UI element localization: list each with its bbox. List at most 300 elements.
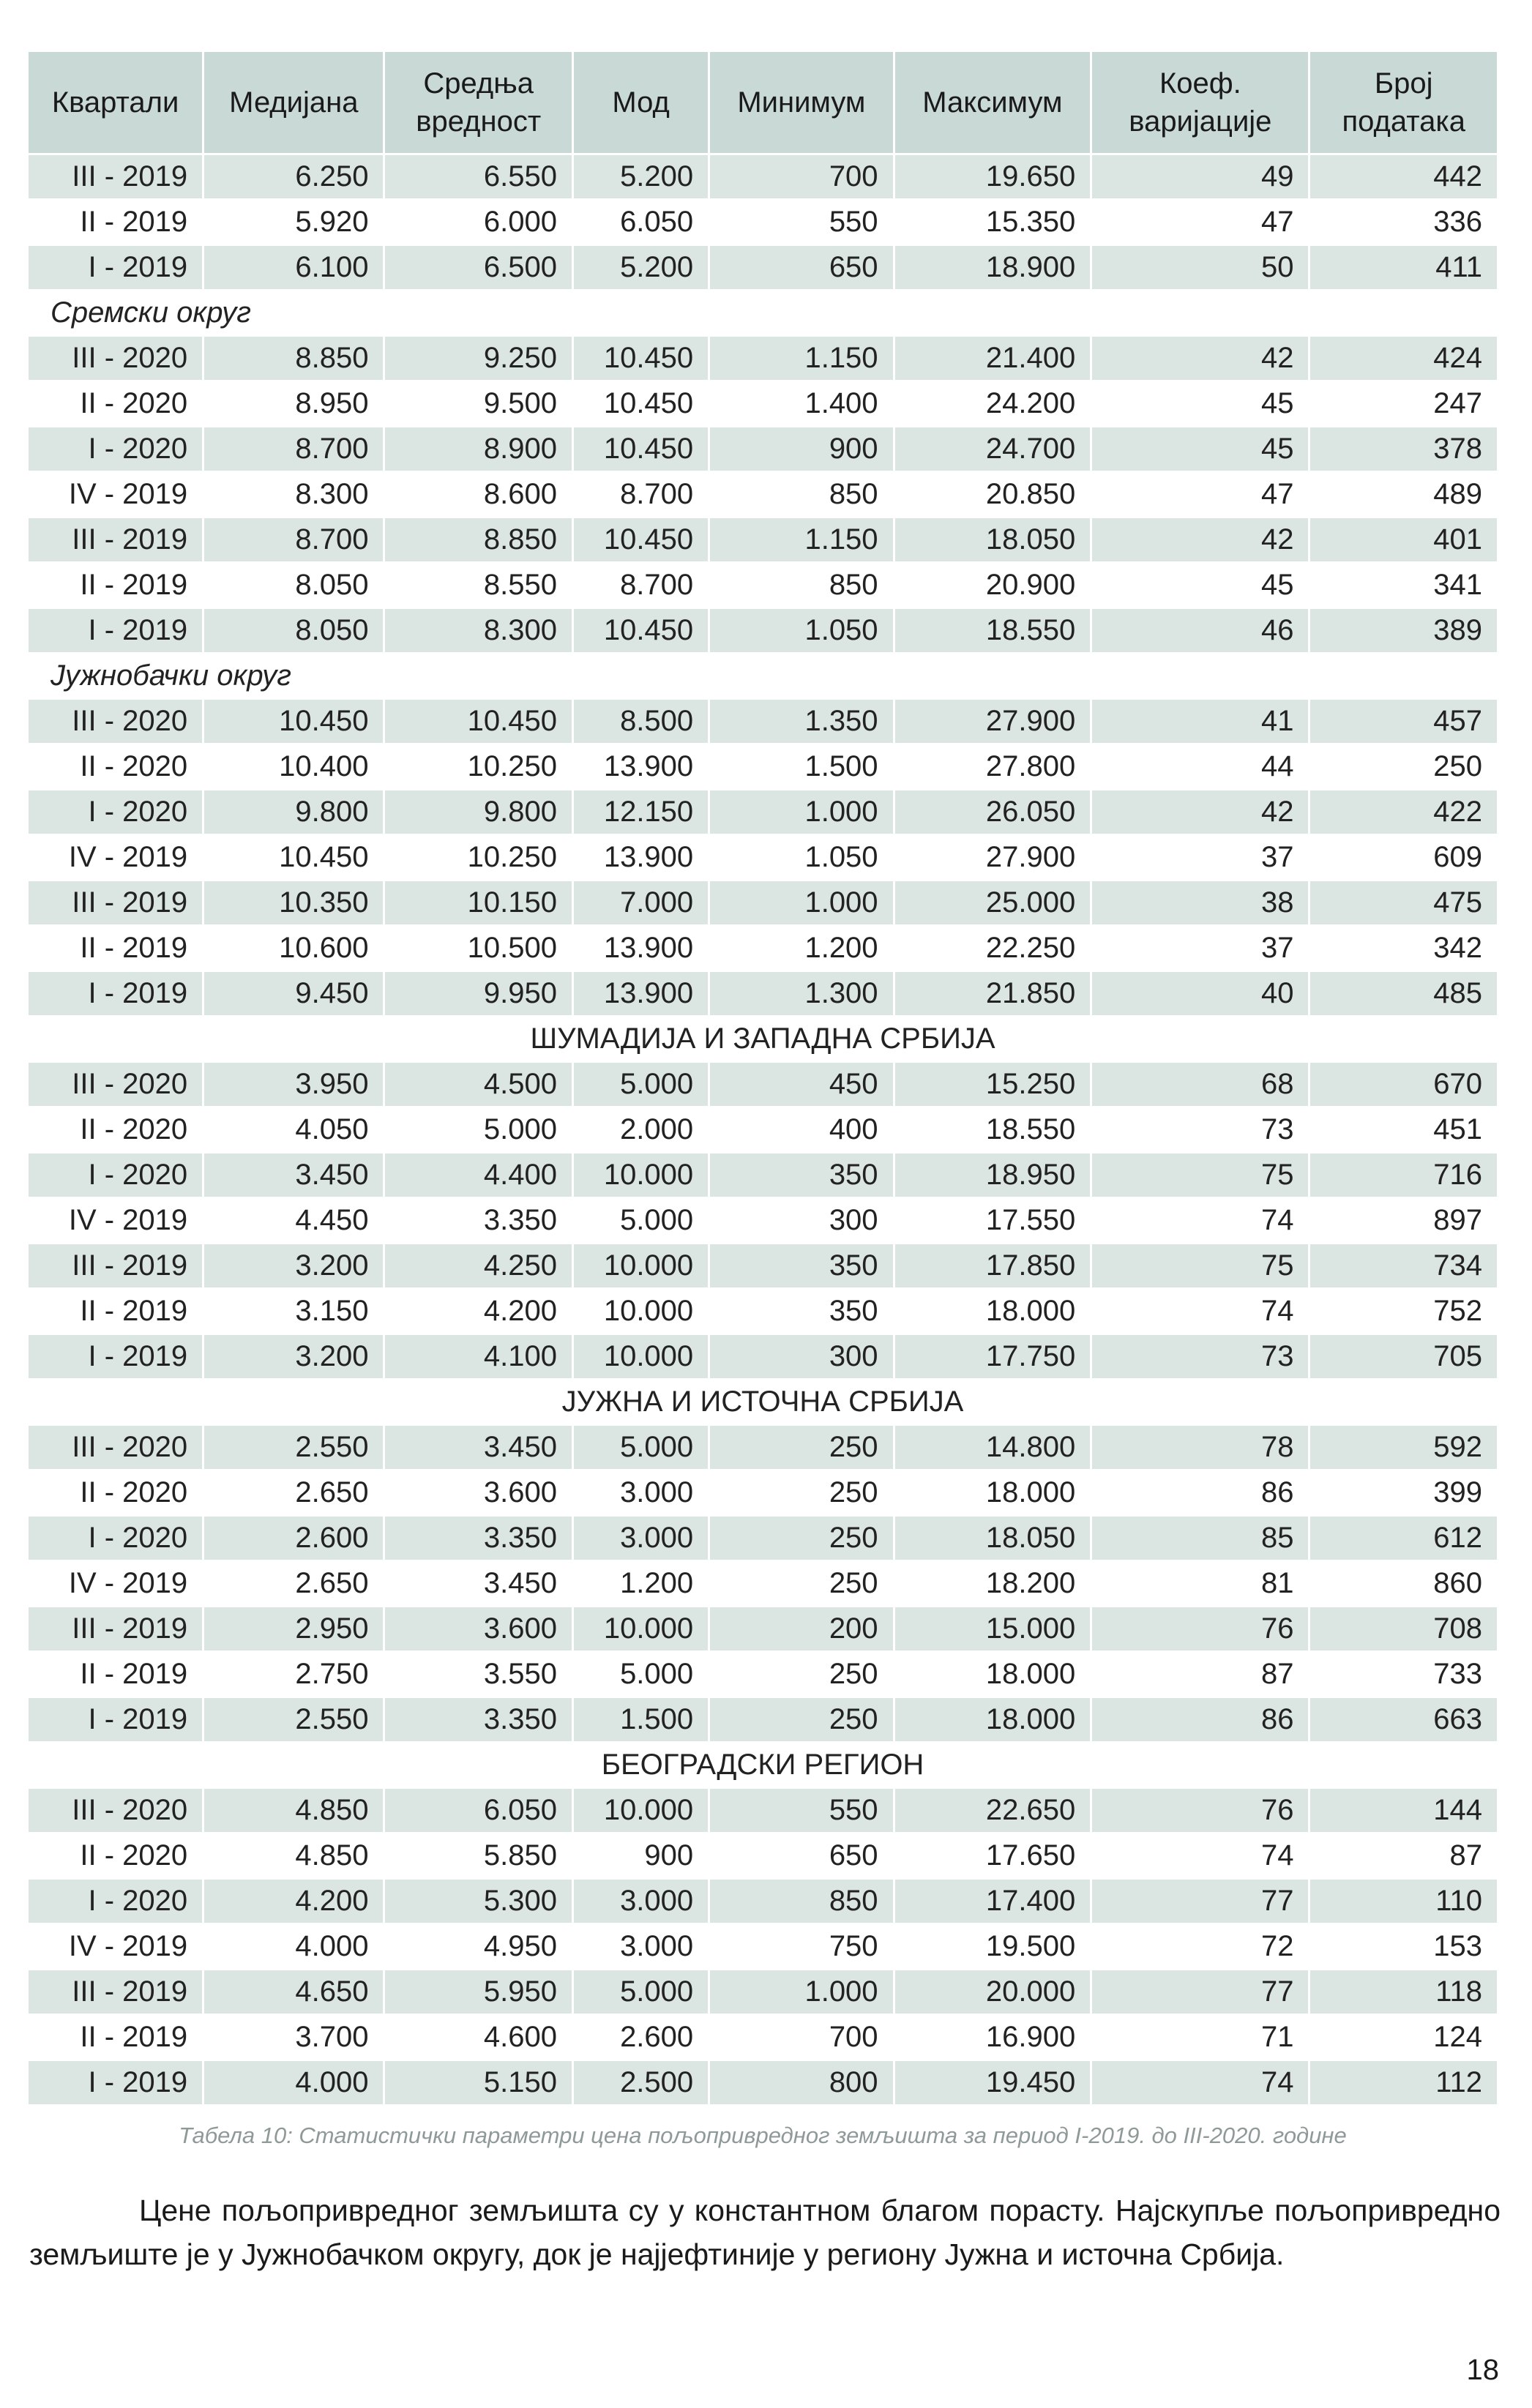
value-cell: 10.450	[204, 700, 383, 743]
value-cell: 716	[1310, 1153, 1497, 1197]
value-cell: 37	[1092, 927, 1308, 970]
value-cell: 17.650	[895, 1834, 1091, 1877]
value-cell: 708	[1310, 1607, 1497, 1650]
value-cell: 341	[1310, 564, 1497, 607]
value-cell: 13.900	[574, 836, 708, 879]
value-cell: 250	[710, 1426, 892, 1469]
value-cell: 3.350	[385, 1698, 571, 1741]
value-cell: 3.000	[574, 1517, 708, 1560]
table-row	[29, 1562, 1497, 1605]
column-header-line: Средња	[423, 67, 534, 100]
value-cell: 44	[1092, 745, 1308, 788]
value-cell: 10.250	[385, 745, 571, 788]
value-cell: 47	[1092, 201, 1308, 244]
value-cell: 10.500	[385, 927, 571, 970]
value-cell: 5.000	[574, 1970, 708, 2013]
quarter-cell: III - 2019	[29, 1607, 202, 1650]
value-cell: 3.450	[385, 1426, 571, 1469]
value-cell: 4.500	[385, 1063, 571, 1106]
value-cell: 72	[1092, 1925, 1308, 1968]
value-cell: 442	[1310, 155, 1497, 198]
value-cell: 10.000	[574, 1607, 708, 1650]
quarter-cell: III - 2019	[29, 155, 202, 198]
value-cell: 10.000	[574, 1244, 708, 1287]
value-cell: 401	[1310, 518, 1497, 561]
quarter-cell: II - 2020	[29, 382, 202, 425]
value-cell: 10.000	[574, 1335, 708, 1378]
value-cell: 8.700	[204, 427, 383, 471]
value-cell: 700	[710, 2016, 892, 2059]
value-cell: 10.450	[204, 836, 383, 879]
table-row	[29, 790, 1497, 834]
value-cell: 10.350	[204, 881, 383, 924]
value-cell: 41	[1092, 700, 1308, 743]
value-cell: 6.100	[204, 246, 383, 289]
value-cell: 2.650	[204, 1562, 383, 1605]
value-cell: 2.600	[204, 1517, 383, 1560]
table-row	[29, 700, 1497, 743]
quarter-cell: I - 2019	[29, 972, 202, 1015]
value-cell: 451	[1310, 1108, 1497, 1151]
value-cell: 144	[1310, 1789, 1497, 1832]
value-cell: 27.900	[895, 700, 1091, 743]
value-cell: 200	[710, 1607, 892, 1650]
value-cell: 4.000	[204, 2061, 383, 2104]
value-cell: 74	[1092, 1290, 1308, 1333]
value-cell: 1.300	[710, 972, 892, 1015]
value-cell: 9.800	[204, 790, 383, 834]
table-row	[29, 1153, 1497, 1197]
value-cell: 3.700	[204, 2016, 383, 2059]
value-cell: 19.650	[895, 155, 1091, 198]
value-cell: 9.950	[385, 972, 571, 1015]
value-cell: 750	[710, 1925, 892, 1968]
quarter-cell: III - 2019	[29, 1244, 202, 1287]
value-cell: 112	[1310, 2061, 1497, 2104]
column-header	[204, 52, 383, 153]
value-cell: 1.000	[710, 790, 892, 834]
table-row	[29, 1517, 1497, 1560]
column-header	[1310, 52, 1497, 153]
value-cell: 18.000	[895, 1698, 1091, 1741]
value-cell: 20.850	[895, 473, 1091, 516]
value-cell: 411	[1310, 246, 1497, 289]
value-cell: 49	[1092, 155, 1308, 198]
value-cell: 705	[1310, 1335, 1497, 1378]
value-cell: 2.000	[574, 1108, 708, 1151]
quarter-cell: III - 2020	[29, 700, 202, 743]
value-cell: 1.350	[710, 700, 892, 743]
value-cell: 10.450	[574, 337, 708, 380]
table-row	[29, 1290, 1497, 1333]
value-cell: 1.150	[710, 337, 892, 380]
value-cell: 18.550	[895, 609, 1091, 652]
column-header	[574, 52, 708, 153]
value-cell: 4.250	[385, 1244, 571, 1287]
value-cell: 42	[1092, 518, 1308, 561]
value-cell: 10.250	[385, 836, 571, 879]
value-cell: 9.500	[385, 382, 571, 425]
value-cell: 26.050	[895, 790, 1091, 834]
table-row	[29, 972, 1497, 1015]
value-cell: 25.000	[895, 881, 1091, 924]
value-cell: 16.900	[895, 2016, 1091, 2059]
value-cell: 3.450	[385, 1562, 571, 1605]
value-cell: 4.950	[385, 1925, 571, 1968]
value-cell: 74	[1092, 1834, 1308, 1877]
value-cell: 8.300	[204, 473, 383, 516]
value-cell: 422	[1310, 790, 1497, 834]
value-cell: 5.000	[385, 1108, 571, 1151]
value-cell: 5.200	[574, 246, 708, 289]
value-cell: 612	[1310, 1517, 1497, 1560]
value-cell: 850	[710, 564, 892, 607]
value-cell: 1.200	[574, 1562, 708, 1605]
value-cell: 8.050	[204, 564, 383, 607]
table-row	[29, 1335, 1497, 1378]
statistics-table-container	[26, 50, 1499, 2106]
district-heading: Јужнобачки округ	[29, 654, 1497, 698]
value-cell: 19.450	[895, 2061, 1091, 2104]
value-cell: 250	[1310, 745, 1497, 788]
table-body	[29, 155, 1497, 2104]
value-cell: 77	[1092, 1970, 1308, 2013]
region-heading-row	[29, 1380, 1497, 1424]
value-cell: 5.950	[385, 1970, 571, 2013]
table-row	[29, 473, 1497, 516]
value-cell: 2.950	[204, 1607, 383, 1650]
value-cell: 8.700	[574, 564, 708, 607]
value-cell: 250	[710, 1698, 892, 1741]
value-cell: 900	[574, 1834, 708, 1877]
table-row	[29, 745, 1497, 788]
value-cell: 3.600	[385, 1607, 571, 1650]
value-cell: 22.650	[895, 1789, 1091, 1832]
value-cell: 4.450	[204, 1199, 383, 1242]
value-cell: 2.650	[204, 1471, 383, 1514]
district-heading: Сремски округ	[29, 291, 1497, 334]
value-cell: 3.450	[204, 1153, 383, 1197]
quarter-cell: III - 2019	[29, 1970, 202, 2013]
value-cell: 1.050	[710, 609, 892, 652]
table-row	[29, 201, 1497, 244]
quarter-cell: I - 2019	[29, 246, 202, 289]
table-row	[29, 1970, 1497, 2013]
value-cell: 20.900	[895, 564, 1091, 607]
value-cell: 4.200	[385, 1290, 571, 1333]
value-cell: 10.450	[574, 427, 708, 471]
value-cell: 3.200	[204, 1244, 383, 1287]
value-cell: 247	[1310, 382, 1497, 425]
value-cell: 38	[1092, 881, 1308, 924]
value-cell: 14.800	[895, 1426, 1091, 1469]
value-cell: 342	[1310, 927, 1497, 970]
value-cell: 4.100	[385, 1335, 571, 1378]
value-cell: 300	[710, 1335, 892, 1378]
value-cell: 45	[1092, 564, 1308, 607]
value-cell: 3.000	[574, 1880, 708, 1923]
value-cell: 15.000	[895, 1607, 1091, 1650]
table-row	[29, 246, 1497, 289]
value-cell: 78	[1092, 1426, 1308, 1469]
value-cell: 5.200	[574, 155, 708, 198]
value-cell: 4.850	[204, 1789, 383, 1832]
value-cell: 42	[1092, 790, 1308, 834]
value-cell: 73	[1092, 1108, 1308, 1151]
quarter-cell: II - 2019	[29, 1653, 202, 1696]
value-cell: 1.500	[574, 1698, 708, 1741]
value-cell: 13.900	[574, 745, 708, 788]
value-cell: 21.850	[895, 972, 1091, 1015]
value-cell: 733	[1310, 1653, 1497, 1696]
value-cell: 550	[710, 201, 892, 244]
value-cell: 9.800	[385, 790, 571, 834]
value-cell: 5.000	[574, 1063, 708, 1106]
district-heading-row	[29, 291, 1497, 334]
table-row	[29, 881, 1497, 924]
quarter-cell: II - 2020	[29, 745, 202, 788]
value-cell: 400	[710, 1108, 892, 1151]
value-cell: 10.400	[204, 745, 383, 788]
value-cell: 10.000	[574, 1290, 708, 1333]
column-header-line: варијације	[1129, 105, 1272, 138]
page-number: 18	[1466, 2354, 1499, 2386]
quarter-cell: IV - 2019	[29, 1199, 202, 1242]
quarter-cell: III - 2020	[29, 1789, 202, 1832]
table-row	[29, 2016, 1497, 2059]
value-cell: 27.800	[895, 745, 1091, 788]
value-cell: 8.500	[574, 700, 708, 743]
value-cell: 4.400	[385, 1153, 571, 1197]
value-cell: 10.000	[574, 1153, 708, 1197]
value-cell: 700	[710, 155, 892, 198]
quarter-cell: II - 2020	[29, 1471, 202, 1514]
value-cell: 609	[1310, 836, 1497, 879]
value-cell: 2.550	[204, 1698, 383, 1741]
value-cell: 8.600	[385, 473, 571, 516]
table-row	[29, 609, 1497, 652]
value-cell: 8.850	[204, 337, 383, 380]
value-cell: 3.350	[385, 1199, 571, 1242]
table-row	[29, 427, 1497, 471]
value-cell: 752	[1310, 1290, 1497, 1333]
value-cell: 13.900	[574, 972, 708, 1015]
value-cell: 87	[1092, 1653, 1308, 1696]
table-row	[29, 382, 1497, 425]
value-cell: 76	[1092, 1607, 1308, 1650]
value-cell: 1.500	[710, 745, 892, 788]
value-cell: 8.900	[385, 427, 571, 471]
value-cell: 10.450	[385, 700, 571, 743]
value-cell: 550	[710, 1789, 892, 1832]
region-heading: БЕОГРАДСКИ РЕГИОН	[29, 1743, 1497, 1787]
table-row	[29, 927, 1497, 970]
value-cell: 663	[1310, 1698, 1497, 1741]
table-row	[29, 1199, 1497, 1242]
region-heading-row	[29, 1743, 1497, 1787]
column-header-line: Мод	[612, 86, 670, 119]
value-cell: 9.250	[385, 337, 571, 380]
value-cell: 18.900	[895, 246, 1091, 289]
value-cell: 73	[1092, 1335, 1308, 1378]
value-cell: 6.550	[385, 155, 571, 198]
value-cell: 110	[1310, 1880, 1497, 1923]
quarter-cell: I - 2019	[29, 1335, 202, 1378]
statistics-table	[26, 50, 1499, 2106]
table-row	[29, 1880, 1497, 1923]
value-cell: 250	[710, 1562, 892, 1605]
table-row	[29, 1108, 1497, 1151]
value-cell: 74	[1092, 1199, 1308, 1242]
value-cell: 10.600	[204, 927, 383, 970]
value-cell: 3.350	[385, 1517, 571, 1560]
value-cell: 86	[1092, 1698, 1308, 1741]
value-cell: 86	[1092, 1471, 1308, 1514]
value-cell: 77	[1092, 1880, 1308, 1923]
value-cell: 24.700	[895, 427, 1091, 471]
quarter-cell: II - 2020	[29, 1108, 202, 1151]
value-cell: 81	[1092, 1562, 1308, 1605]
value-cell: 5.920	[204, 201, 383, 244]
value-cell: 18.550	[895, 1108, 1091, 1151]
value-cell: 5.000	[574, 1199, 708, 1242]
value-cell: 85	[1092, 1517, 1308, 1560]
value-cell: 8.300	[385, 609, 571, 652]
value-cell: 3.600	[385, 1471, 571, 1514]
value-cell: 45	[1092, 382, 1308, 425]
value-cell: 18.050	[895, 1517, 1091, 1560]
value-cell: 15.250	[895, 1063, 1091, 1106]
value-cell: 17.400	[895, 1880, 1091, 1923]
table-row	[29, 1607, 1497, 1650]
value-cell: 5.300	[385, 1880, 571, 1923]
value-cell: 6.250	[204, 155, 383, 198]
quarter-cell: I - 2020	[29, 1880, 202, 1923]
column-header-line: Минимум	[737, 86, 866, 119]
value-cell: 860	[1310, 1562, 1497, 1605]
column-header-line: Максимум	[922, 86, 1063, 119]
value-cell: 1.200	[710, 927, 892, 970]
value-cell: 5.150	[385, 2061, 571, 2104]
table-row	[29, 564, 1497, 607]
value-cell: 47	[1092, 473, 1308, 516]
quarter-cell: II - 2019	[29, 927, 202, 970]
value-cell: 18.000	[895, 1653, 1091, 1696]
column-header-line: Коеф.	[1159, 67, 1241, 100]
value-cell: 3.000	[574, 1925, 708, 1968]
value-cell: 3.000	[574, 1471, 708, 1514]
value-cell: 250	[710, 1653, 892, 1696]
value-cell: 8.950	[204, 382, 383, 425]
column-header	[29, 52, 202, 153]
value-cell: 22.250	[895, 927, 1091, 970]
table-row	[29, 1834, 1497, 1877]
quarter-cell: II - 2019	[29, 564, 202, 607]
value-cell: 46	[1092, 609, 1308, 652]
value-cell: 475	[1310, 881, 1497, 924]
value-cell: 250	[710, 1517, 892, 1560]
quarter-cell: I - 2019	[29, 2061, 202, 2104]
quarter-cell: IV - 2019	[29, 1562, 202, 1605]
value-cell: 5.000	[574, 1426, 708, 1469]
value-cell: 21.400	[895, 337, 1091, 380]
quarter-cell: I - 2020	[29, 1153, 202, 1197]
value-cell: 18.050	[895, 518, 1091, 561]
value-cell: 8.700	[204, 518, 383, 561]
value-cell: 485	[1310, 972, 1497, 1015]
value-cell: 17.850	[895, 1244, 1091, 1287]
quarter-cell: IV - 2019	[29, 473, 202, 516]
value-cell: 13.900	[574, 927, 708, 970]
value-cell: 6.050	[574, 201, 708, 244]
value-cell: 6.500	[385, 246, 571, 289]
column-header-line: Квартали	[51, 86, 179, 119]
value-cell: 2.600	[574, 2016, 708, 2059]
table-row	[29, 518, 1497, 561]
value-cell: 153	[1310, 1925, 1497, 1968]
value-cell: 10.150	[385, 881, 571, 924]
table-row	[29, 1244, 1497, 1287]
value-cell: 10.000	[574, 1789, 708, 1832]
value-cell: 650	[710, 1834, 892, 1877]
column-header-line: Број	[1374, 67, 1433, 100]
value-cell: 1.150	[710, 518, 892, 561]
table-row	[29, 836, 1497, 879]
value-cell: 4.050	[204, 1108, 383, 1151]
value-cell: 50	[1092, 246, 1308, 289]
quarter-cell: IV - 2019	[29, 836, 202, 879]
value-cell: 897	[1310, 1199, 1497, 1242]
value-cell: 4.650	[204, 1970, 383, 2013]
value-cell: 1.400	[710, 382, 892, 425]
column-header-line: Медијана	[229, 86, 359, 119]
value-cell: 3.550	[385, 1653, 571, 1696]
header-row	[29, 52, 1497, 153]
value-cell: 489	[1310, 473, 1497, 516]
quarter-cell: II - 2020	[29, 1834, 202, 1877]
value-cell: 350	[710, 1290, 892, 1333]
value-cell: 74	[1092, 2061, 1308, 2104]
table-row	[29, 1698, 1497, 1741]
value-cell: 37	[1092, 836, 1308, 879]
value-cell: 389	[1310, 609, 1497, 652]
value-cell: 250	[710, 1471, 892, 1514]
value-cell: 850	[710, 473, 892, 516]
value-cell: 4.000	[204, 1925, 383, 1968]
quarter-cell: I - 2020	[29, 790, 202, 834]
value-cell: 800	[710, 2061, 892, 2104]
table-row	[29, 1063, 1497, 1106]
value-cell: 336	[1310, 201, 1497, 244]
value-cell: 24.200	[895, 382, 1091, 425]
value-cell: 20.000	[895, 1970, 1091, 2013]
body-paragraph: Цене пољопривредног земљишта су у константном благом порасту. Најскупље пољопривредно земљиште је у Јужнобачком округу, док је најјефтиније у региону Јужна и источна Србија.	[29, 2194, 1501, 2271]
value-cell: 650	[710, 246, 892, 289]
value-cell: 18.000	[895, 1471, 1091, 1514]
table-row	[29, 337, 1497, 380]
column-header	[710, 52, 892, 153]
value-cell: 450	[710, 1063, 892, 1106]
value-cell: 399	[1310, 1471, 1497, 1514]
quarter-cell: II - 2019	[29, 2016, 202, 2059]
value-cell: 75	[1092, 1153, 1308, 1197]
column-header	[1092, 52, 1308, 153]
value-cell: 40	[1092, 972, 1308, 1015]
value-cell: 10.450	[574, 518, 708, 561]
value-cell: 118	[1310, 1970, 1497, 2013]
value-cell: 424	[1310, 337, 1497, 380]
quarter-cell: IV - 2019	[29, 1925, 202, 1968]
